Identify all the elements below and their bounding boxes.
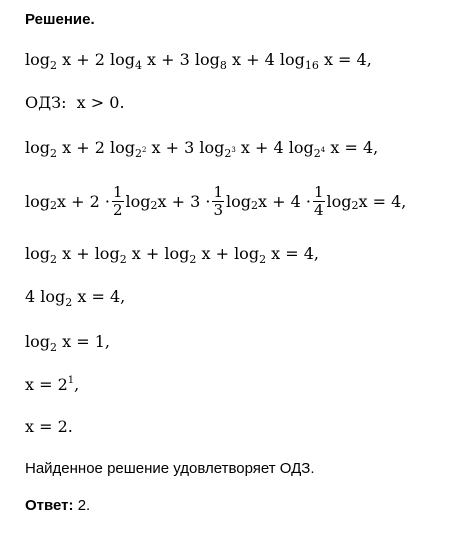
equation-log-equals-one: $\log_2 x = 1$,: [25, 332, 110, 354]
equation-power-bases: $\log_2 x + 2$ $\log_{2^2} x + 3$ $\log_{2^3} x + 4$ $\log_{2^4} x = 4$,: [25, 138, 379, 160]
answer-label: Ответ:: [25, 497, 74, 514]
equation-fractions: log 2 x + 2 · $\frac{1}{2}$ log 2 x + 3 · $\frac{1}{3}$ log 2 x + 4 · $\frac{1}{4}$ log 2 x = 4,: [25, 182, 407, 219]
domain-condition: ОДЗ: x > 0.: [25, 93, 125, 112]
solution-heading: Решение.: [25, 11, 95, 28]
fraction-one-third: $\frac{1}{3}$: [213, 182, 223, 219]
fraction-one-quarter: $\frac{1}{4}$: [313, 182, 324, 219]
answer-value: 2.: [73, 497, 91, 514]
equation-power: $x = 2^1$,: [25, 375, 80, 394]
answer-line: [25, 497, 90, 514]
equation-summed-logs: $\log_2 x + \log_2 x + \log_2 x + \log_2 x = 4$,: [25, 244, 320, 266]
equation-result: x = 2.: [25, 417, 73, 436]
equation-original: $\log_2 x + 2$ $\log_4 x + 3$ $\log_8 x + 4$ $\log_{16} x = 4$,: [25, 50, 372, 72]
equation-combined: 4 $\log_2 x = 4$,: [25, 287, 126, 309]
fraction-one-half: $\frac{1}{2}$: [112, 182, 123, 219]
verification-note: Найденное решение удовлетворяет ОДЗ.: [25, 460, 315, 477]
